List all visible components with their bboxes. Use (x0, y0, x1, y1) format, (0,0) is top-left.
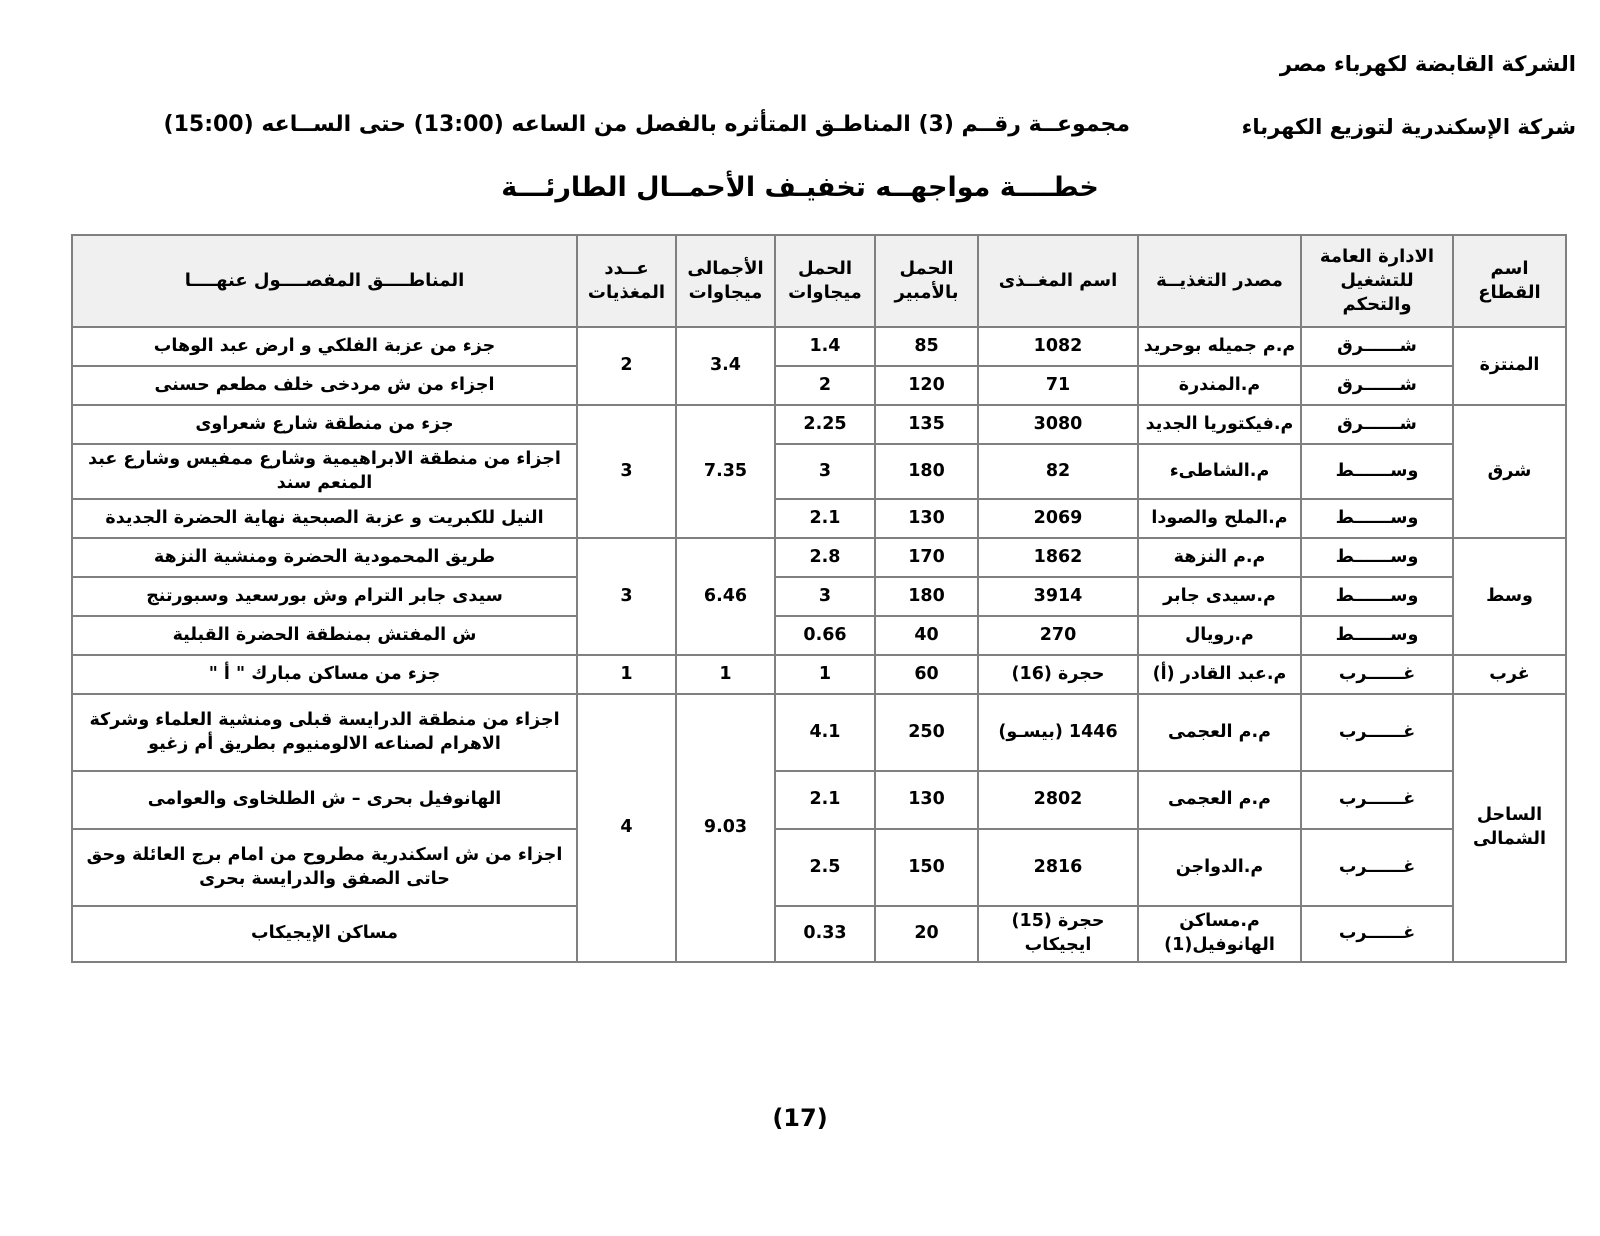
cell-feeder: 1446 (بيسـو) (978, 694, 1138, 771)
cell-affected-areas: اجزاء من ش مردخى خلف مطعم حسنى (72, 366, 577, 405)
cell-affected-areas: مساكن الإيجيكاب (72, 906, 577, 961)
cell-affected-areas: النيل للكبريت و عزبة الصبحية نهاية الحضرة الجديدة (72, 499, 577, 538)
cell-amps: 150 (875, 829, 978, 906)
cell-mw: 0.33 (775, 906, 875, 961)
page-number: (17) (772, 1104, 828, 1132)
cell-sector: غرب (1453, 655, 1566, 694)
table-row (72, 906, 1566, 961)
cell-admin: غــــــرب (1301, 829, 1453, 906)
col-header-amps-line1: الحمل (899, 257, 954, 279)
cell-admin: وســــــط (1301, 499, 1453, 538)
cell-mw: 2.5 (775, 829, 875, 906)
cell-amps: 20 (875, 906, 978, 961)
table-row (72, 366, 1566, 405)
cell-feeder-count: 4 (577, 694, 676, 961)
cell-source: م.م النزهة (1138, 538, 1301, 577)
cell-source: م.رويال (1138, 616, 1301, 655)
col-header-amps-line2: بالأمبير (894, 282, 959, 303)
page-title: خطــــة مواجهــه تخفيـف الأحمــال الطارئـــة (501, 172, 1099, 203)
group-schedule-line: مجموعــة رقــم (3) المناطـق المتأثره بالفصل من الساعه (13:00) حتى الســاعه (15:00) (163, 112, 1130, 137)
cell-mw: 4.1 (775, 694, 875, 771)
cell-feeder: 3080 (978, 405, 1138, 444)
cell-source: م.سيدى جابر (1138, 577, 1301, 616)
cell-feeder: 2069 (978, 499, 1138, 538)
cell-mw: 2.1 (775, 771, 875, 829)
holding-company-name: الشركة القابضة لكهرباء مصر (1279, 52, 1576, 76)
cell-mw: 3 (775, 444, 875, 499)
cell-admin: شــــــرق (1301, 366, 1453, 405)
table-row (72, 538, 1566, 577)
col-header-admin (1301, 235, 1453, 327)
cell-affected-areas: جزء من مساكن مبارك " أ " (72, 655, 577, 694)
cell-affected-areas: سيدى جابر الترام وش بورسعيد وسبورتنج (72, 577, 577, 616)
cell-amps: 180 (875, 444, 978, 499)
cell-mw: 3 (775, 577, 875, 616)
col-header-mw (775, 235, 875, 327)
cell-feeder: 1082 (978, 327, 1138, 366)
cell-feeder-count: 2 (577, 327, 676, 405)
cell-amps: 40 (875, 616, 978, 655)
col-header-total-line2: ميجاوات (688, 282, 763, 303)
cell-admin: شــــــرق (1301, 327, 1453, 366)
cell-admin: وســــــط (1301, 577, 1453, 616)
table-row (72, 655, 1566, 694)
cell-mw: 2.1 (775, 499, 875, 538)
cell-affected-areas: طريق المحمودية الحضرة ومنشية النزهة (72, 538, 577, 577)
cell-source: م.م جميله بوحريد (1138, 327, 1301, 366)
cell-amps: 120 (875, 366, 978, 405)
table-body (72, 327, 1566, 962)
cell-affected-areas: الهانوفيل بحرى – ش الطلخاوى والعوامى (72, 771, 577, 829)
cell-mw: 2.8 (775, 538, 875, 577)
table-row (72, 771, 1566, 829)
cell-sector: الساحل الشمالى (1453, 694, 1566, 961)
col-header-mw-line1: الحمل (797, 257, 853, 279)
cell-feeder-count: 3 (577, 405, 676, 538)
cell-amps: 85 (875, 327, 978, 366)
table-row (72, 499, 1566, 538)
cell-total-mw: 1 (676, 655, 775, 694)
cell-amps: 170 (875, 538, 978, 577)
col-header-count (577, 235, 676, 327)
table-row (72, 694, 1566, 771)
cell-feeder: 270 (978, 616, 1138, 655)
cell-admin: وســــــط (1301, 538, 1453, 577)
cell-affected-areas: جزء من منطقة شارع شعراوى (72, 405, 577, 444)
cell-mw: 1.4 (775, 327, 875, 366)
col-header-admin-line2: للتشغيل والتحكم (1340, 269, 1414, 316)
cell-feeder: 3914 (978, 577, 1138, 616)
cell-amps: 130 (875, 499, 978, 538)
col-header-feeder: اسم المغــذى (978, 235, 1138, 327)
cell-source: م.مساكن الهانوفيل(1) (1138, 906, 1301, 961)
cell-amps: 130 (875, 771, 978, 829)
cell-feeder: 1862 (978, 538, 1138, 577)
distribution-company-name: شركة الإسكندرية لتوزيع الكهرباء (1241, 115, 1576, 139)
cell-admin: وســــــط (1301, 616, 1453, 655)
col-header-source: مصدر التغذيــة (1138, 235, 1301, 327)
table-row (72, 829, 1566, 906)
cell-total-mw: 6.46 (676, 538, 775, 655)
cell-mw: 0.66 (775, 616, 875, 655)
table-row (72, 444, 1566, 499)
cell-affected-areas: اجزاء من منطقة الابراهيمية وشارع ممفيس وشارع عبد المنعم سند (72, 444, 577, 499)
cell-source: م.الدواجن (1138, 829, 1301, 906)
col-header-count-line1: عــدد (604, 257, 649, 279)
col-header-sector: اسم القطاع (1453, 235, 1566, 327)
table-header (72, 235, 1566, 327)
cell-source: م.عبد القادر (أ) (1138, 655, 1301, 694)
cell-source: م.م العجمى (1138, 694, 1301, 771)
col-header-total-line1: الأجمالى (687, 257, 764, 279)
table-row (72, 405, 1566, 444)
cell-mw: 2 (775, 366, 875, 405)
col-header-mw-line2: ميجاوات (788, 282, 862, 303)
cell-admin: غــــــرب (1301, 906, 1453, 961)
table-row (72, 327, 1566, 366)
col-header-total (676, 235, 775, 327)
cell-amps: 135 (875, 405, 978, 444)
cell-total-mw: 9.03 (676, 694, 775, 961)
cell-affected-areas: اجزاء من ش اسكندرية مطروح من امام برج العائلة وحق حاتى الصفق والدرايسة بحرى (72, 829, 577, 906)
cell-amps: 250 (875, 694, 978, 771)
cell-mw: 2.25 (775, 405, 875, 444)
col-header-admin-line1: الادارة العامة (1319, 245, 1435, 267)
cell-sector: المنتزة (1453, 327, 1566, 405)
cell-affected-areas: ش المفتش بمنطقة الحضرة القبلية (72, 616, 577, 655)
cell-admin: غــــــرب (1301, 655, 1453, 694)
cell-admin: وســــــط (1301, 444, 1453, 499)
cell-feeder-count: 3 (577, 538, 676, 655)
table-row (72, 577, 1566, 616)
cell-affected-areas: اجزاء من منطقة الدرايسة قبلى ومنشية العلماء وشركة الاهرام لصناعه الالومنيوم بطريق أم زغيو (72, 694, 577, 771)
cell-source: م.فيكتوريا الجديد (1138, 405, 1301, 444)
cell-amps: 60 (875, 655, 978, 694)
cell-admin: غــــــرب (1301, 771, 1453, 829)
load-shedding-table (71, 234, 1567, 963)
cell-sector: شرق (1453, 405, 1566, 538)
cell-sector: وسط (1453, 538, 1566, 655)
cell-source: م.الشاطىء (1138, 444, 1301, 499)
cell-feeder: حجرة (16) (978, 655, 1138, 694)
cell-source: م.الملح والصودا (1138, 499, 1301, 538)
cell-feeder: 2802 (978, 771, 1138, 829)
table-row (72, 616, 1566, 655)
cell-total-mw: 7.35 (676, 405, 775, 538)
cell-source: م.م العجمى (1138, 771, 1301, 829)
header-row (72, 235, 1566, 327)
cell-mw: 1 (775, 655, 875, 694)
cell-feeder-count: 1 (577, 655, 676, 694)
cell-total-mw: 3.4 (676, 327, 775, 405)
col-header-amps (875, 235, 978, 327)
cell-admin: شــــــرق (1301, 405, 1453, 444)
cell-amps: 180 (875, 577, 978, 616)
cell-source: م.المندرة (1138, 366, 1301, 405)
cell-affected-areas: جزء من عزبة الفلكي و ارض عبد الوهاب (72, 327, 577, 366)
cell-feeder: 82 (978, 444, 1138, 499)
cell-feeder: 71 (978, 366, 1138, 405)
col-header-count-line2: المغذيات (587, 282, 666, 303)
cell-admin: غــــــرب (1301, 694, 1453, 771)
cell-feeder: 2816 (978, 829, 1138, 906)
col-header-areas: المناطــــق المفصــــول عنهــــا (72, 235, 577, 327)
load-shedding-table-wrapper (73, 234, 1567, 963)
cell-feeder: حجرة (15) ايجيكاب (978, 906, 1138, 961)
